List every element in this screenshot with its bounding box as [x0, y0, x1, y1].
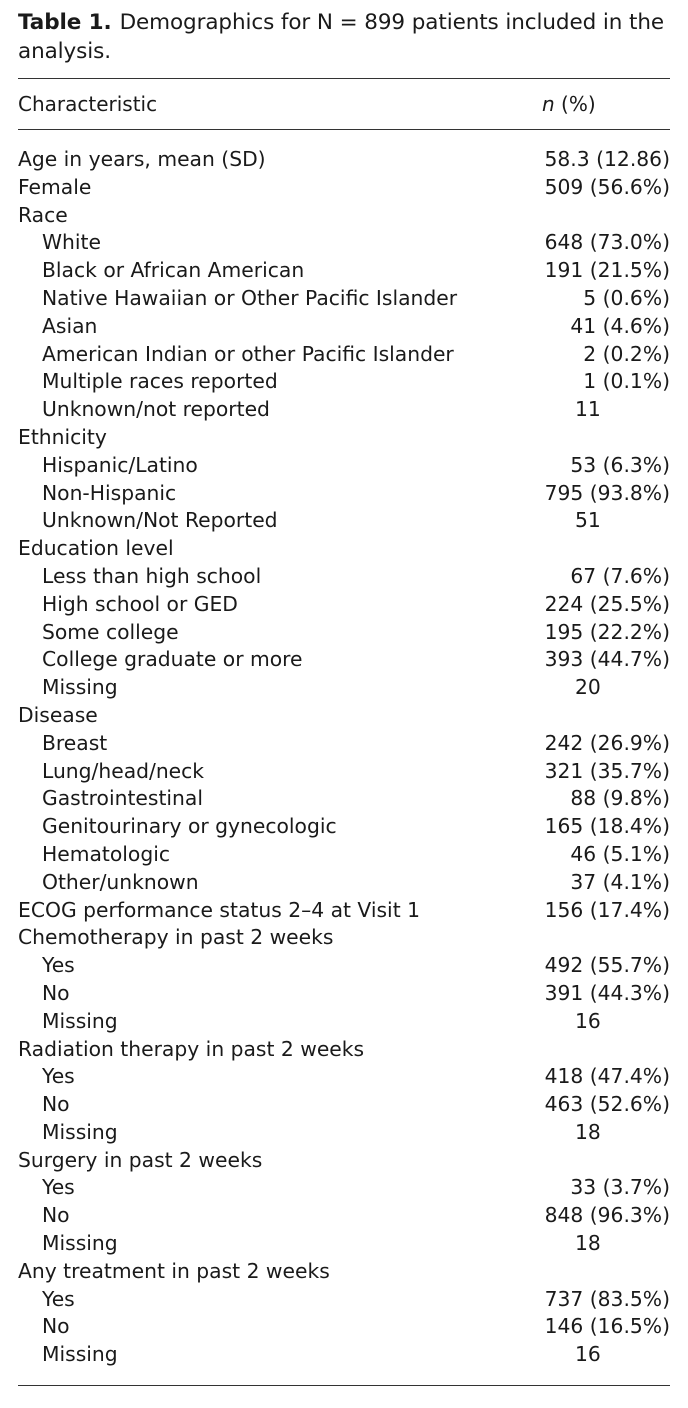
row-label: Less than high school: [42, 563, 262, 588]
row-value: 393 (44.7%): [544, 647, 670, 672]
table-row: [18, 174, 670, 202]
row-value: 67 (7.6%): [570, 563, 670, 588]
row-label: Yes: [42, 1064, 75, 1089]
row-label: Multiple races reported: [42, 369, 278, 394]
row-value: 33 (3.7%): [570, 1175, 670, 1200]
table-row: [18, 1313, 670, 1341]
row-value: 18: [575, 1119, 601, 1144]
row-label: Lung/head/neck: [42, 758, 205, 783]
table-row: [18, 1202, 670, 1230]
row-value: 11: [575, 397, 601, 422]
row-label: College graduate or more: [42, 647, 303, 672]
row-value: [530, 1036, 670, 1064]
row-label: Other/unknown: [42, 869, 199, 894]
row-value: 1 (0.1%): [583, 369, 670, 394]
row-value: [530, 535, 670, 563]
table-row: [18, 591, 670, 619]
table-label: Table 1.: [18, 10, 112, 35]
row-label: Chemotherapy in past 2 weeks: [18, 925, 334, 950]
table-group-heading: [18, 1036, 670, 1064]
row-value: 848 (96.3%): [544, 1203, 670, 1228]
row-label: Yes: [42, 1286, 75, 1311]
row-label: No: [42, 1092, 70, 1117]
row-label: Education level: [18, 536, 174, 561]
row-value: 191 (21.5%): [544, 258, 670, 283]
table-row: [18, 730, 670, 758]
table-row: [18, 1008, 670, 1036]
table-row: [18, 507, 670, 535]
row-label: Ethnicity: [18, 424, 107, 449]
table-group-heading: [18, 702, 670, 730]
row-label: Age in years, mean (SD): [18, 147, 266, 171]
row-value: 509 (56.6%): [544, 174, 670, 199]
header-percent: (%): [554, 92, 596, 116]
row-value: 46 (5.1%): [570, 841, 670, 866]
row-value: 492 (55.7%): [544, 953, 670, 978]
row-label: Genitourinary or gynecologic: [42, 814, 337, 839]
table-row: [18, 813, 670, 841]
table-row: [18, 285, 670, 313]
row-value: 5 (0.6%): [583, 285, 670, 310]
table-row: [18, 480, 670, 508]
row-value: [530, 1258, 670, 1286]
row-label: American Indian or other Pacific Islander: [42, 341, 454, 366]
row-value: 391 (44.3%): [544, 980, 670, 1005]
row-label: Race: [18, 202, 68, 227]
row-label: Black or African American: [42, 258, 305, 283]
table-row: [18, 758, 670, 786]
table-row: [18, 619, 670, 647]
row-label: Gastrointestinal: [42, 786, 203, 811]
row-value: 418 (47.4%): [544, 1064, 670, 1089]
table-row: [18, 368, 670, 396]
table-body: [18, 146, 670, 1369]
row-value: 41 (4.6%): [570, 313, 670, 338]
row-label: Breast: [42, 730, 108, 755]
row-value: 242 (26.9%): [544, 730, 670, 755]
row-value: 88 (9.8%): [570, 786, 670, 811]
table-row: [18, 1286, 670, 1314]
row-label: Female: [18, 174, 92, 199]
row-value: 156 (17.4%): [544, 897, 670, 922]
row-value: 37 (4.1%): [570, 869, 670, 894]
row-label: Unknown/Not Reported: [42, 508, 278, 533]
table-group-heading: [18, 535, 670, 563]
table-group-heading: [18, 424, 670, 452]
table-row: [18, 1174, 670, 1202]
row-label: Unknown/not reported: [42, 397, 270, 422]
row-label: Surgery in past 2 weeks: [18, 1147, 263, 1172]
table-group-heading: [18, 1147, 670, 1175]
row-value: [530, 424, 670, 452]
row-label: White: [42, 230, 101, 255]
header-n-percent: [542, 92, 670, 116]
row-label: Any treatment in past 2 weeks: [18, 1258, 330, 1283]
header-characteristic: Characteristic: [18, 92, 158, 116]
row-label: Missing: [42, 675, 118, 700]
row-value: 16: [575, 1008, 601, 1033]
table-row: [18, 1063, 670, 1091]
table-row: [18, 396, 670, 424]
row-value: 53 (6.3%): [570, 452, 670, 477]
table-row: [18, 897, 670, 925]
row-label: High school or GED: [42, 591, 238, 616]
table-row: [18, 146, 670, 174]
table-row: [18, 563, 670, 591]
table-row: [18, 841, 670, 869]
table-row: [18, 1341, 670, 1369]
table-row: [18, 313, 670, 341]
row-label: Hispanic/Latino: [42, 452, 198, 477]
caption-text: Demographics for N = 899 patients included in the analysis.: [18, 10, 664, 64]
row-label: Non-Hispanic: [42, 480, 177, 505]
header-n-symbol: n: [542, 92, 555, 116]
row-value: 648 (73.0%): [544, 230, 670, 255]
row-value: [530, 202, 670, 230]
row-value: 165 (18.4%): [544, 814, 670, 839]
row-label: Yes: [42, 953, 75, 978]
row-label: Disease: [18, 702, 98, 727]
row-value: 20: [575, 675, 601, 700]
row-label: Missing: [42, 1342, 118, 1367]
table-row: [18, 1119, 670, 1147]
row-value: 321 (35.7%): [544, 758, 670, 783]
table-row: [18, 785, 670, 813]
table-row: [18, 646, 670, 674]
table-row: [18, 980, 670, 1008]
row-value: 195 (22.2%): [544, 619, 670, 644]
row-value: [530, 702, 670, 730]
table-row: [18, 1091, 670, 1119]
row-value: 18: [575, 1231, 601, 1256]
row-label: Missing: [42, 1231, 118, 1256]
table-header-rule: [18, 129, 670, 130]
row-label: Missing: [42, 1119, 118, 1144]
row-label: No: [42, 1314, 70, 1339]
row-label: Native Hawaiian or Other Pacific Islander: [42, 285, 458, 310]
row-value: 795 (93.8%): [544, 480, 670, 505]
row-value: 737 (83.5%): [544, 1286, 670, 1311]
table-group-heading: [18, 924, 670, 952]
table-row: [18, 257, 670, 285]
row-value: 51: [575, 508, 601, 533]
row-value: 224 (25.5%): [544, 591, 670, 616]
row-label: Radiation therapy in past 2 weeks: [18, 1036, 365, 1061]
row-value: 463 (52.6%): [544, 1092, 670, 1117]
row-value: 2 (0.2%): [583, 341, 670, 366]
row-value: [530, 924, 670, 952]
row-label: Missing: [42, 1008, 118, 1033]
table-bottom-rule: [18, 1385, 670, 1386]
row-label: Yes: [42, 1175, 75, 1200]
row-label: ECOG performance status 2–4 at Visit 1: [18, 897, 420, 922]
table-row: [18, 869, 670, 897]
table-row: [18, 341, 670, 369]
table-row: [18, 952, 670, 980]
row-label: Some college: [42, 619, 179, 644]
table-group-heading: [18, 1258, 670, 1286]
table-header-row: [18, 79, 670, 129]
row-value: 58.3 (12.86): [544, 147, 670, 171]
table-caption: [18, 8, 670, 66]
row-value: 16: [575, 1342, 601, 1367]
row-label: Asian: [42, 313, 98, 338]
row-label: Hematologic: [42, 841, 170, 866]
table-row: [18, 1230, 670, 1258]
table-row: [18, 452, 670, 480]
table-group-heading: [18, 202, 670, 230]
row-label: No: [42, 980, 70, 1005]
row-value: [530, 1147, 670, 1175]
table-row: [18, 229, 670, 257]
row-value: 146 (16.5%): [544, 1314, 670, 1339]
row-label: No: [42, 1203, 70, 1228]
table-row: [18, 674, 670, 702]
